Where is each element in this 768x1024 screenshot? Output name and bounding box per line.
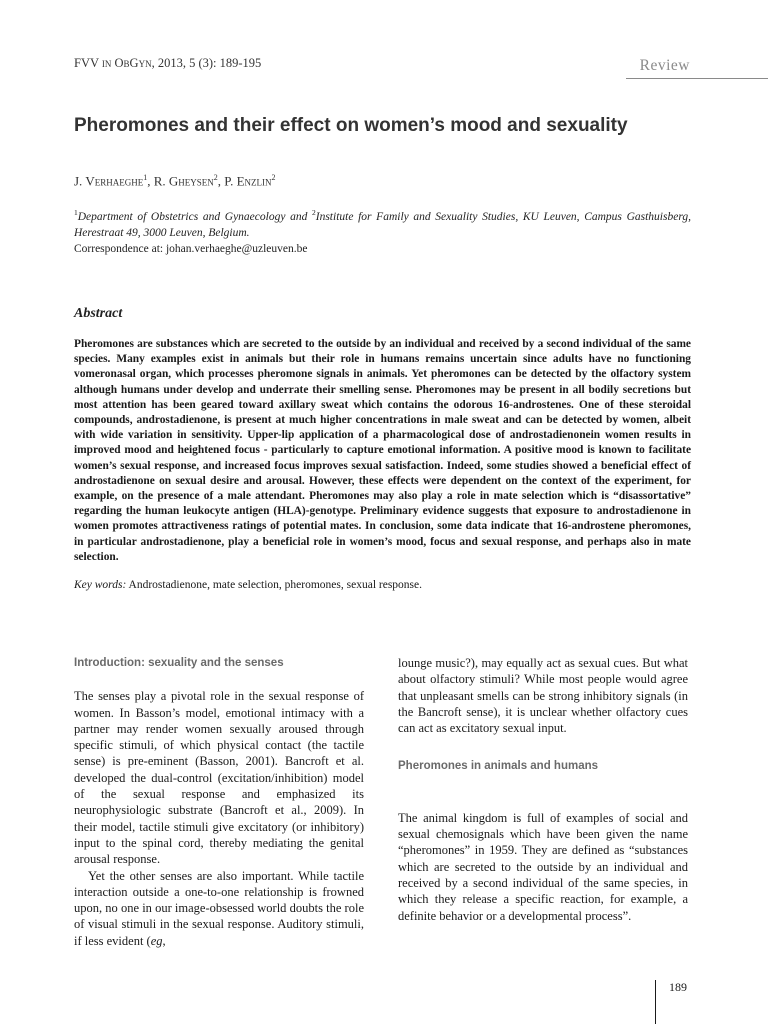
- body-column-left: [74, 655, 364, 949]
- body-paragraph: The senses play a pivotal role in the sexual response of women. In Basson’s model, emotional intimacy with a partner may render women sexually aroused through specific stimuli, of which physical contact (the tactile sense) is pre-eminent (Basson, 2001). Bancroft et al. developed the dual-control (excitation/inhibition) model of the sexual response and emphasized its neurophysiologic substrate (Bancroft et al., 2009). In their model, tactile stimuli give excitatory (or inhibitory) input to the spinal cord, thereby mediating the genital arousal response.: [74, 689, 364, 867]
- body-column-right: [398, 655, 688, 924]
- author-sep: ,: [217, 173, 225, 189]
- body-text: Yet the other senses are also important. While tactile interaction outside a one-to-one relationship is frowned upon, no one in our image-obsessed world doubts the role of visual stimuli in the sexual response. Auditory stimuli, if less evident (: [74, 868, 364, 948]
- correspondence: Correspondence at: johan.verhaeghe@uzleuven.be: [74, 243, 308, 255]
- body-paragraph: The animal kingdom is full of examples of social and sexual chemosignals which have been given the name “pheromones” in 1959. They are defined as “substances which are secreted to the outside by an individual and received by a second individual of the same species, in which they release a specific reaction, for example, a definite behavior or a developmental process”.: [398, 810, 688, 923]
- affil-sup: 2: [312, 208, 316, 217]
- section-label: Review: [639, 57, 690, 74]
- author-sep: ,: [147, 173, 154, 189]
- affil-sup: 1: [74, 208, 78, 217]
- page-number: 189: [669, 980, 687, 994]
- author-affil-sup: 1: [143, 173, 148, 182]
- journal-citation: [74, 56, 261, 71]
- body-paragraph: lounge music?), may equally act as sexual cues. But what about olfactory stimuli? While most people would agree that unpleasant smells can be strong inhibitory signals (in the Bancroft sense), it is unclear whether olfactory cues can act as excitatory sexual input.: [398, 656, 688, 736]
- section-label-rule: [626, 78, 768, 79]
- author-name: R. Gheysen: [153, 173, 214, 189]
- body-paragraph: [74, 868, 364, 949]
- author-name: P. Enzlin: [224, 173, 272, 189]
- section-heading: Pheromones in animals and humans: [398, 760, 599, 773]
- article-title: Pheromones and their effect on women’s mood and sexuality: [74, 115, 628, 136]
- keywords-label: Key words:: [74, 579, 127, 591]
- body-text-italic: eg: [150, 933, 163, 948]
- author-list: [74, 173, 276, 189]
- abstract-text: Pheromones are substances which are secreted to the outside by an individual and received by a second individual of the same species. Many examples exist in animals but their role in humans remains uncertain since adults have no functioning vomeronasal organ, which processes pheromone signals in animals. Yet pheromones can be detected by the olfactory system although humans under develop and underrate their smelling sense. Pheromones may be present in all bodily secretions but most attention has been geared toward axillary sweat which contains the odorous 16-androstenes. One of these steroidal compounds, androstadienone, is present at much higher concentrations in male sweat and can be detected by women, albeit with wide variation in sensitivity. Upper-lip application of a pharmacological dose of androstadienonein women results in improved mood and heightened focus - particularly to capture emotional information. A positive mood is known to facilitate women’s sexual response, and increased focus improves sexual satisfaction. Indeed, some studies showed a beneficial effect of androstadienone on sexual desire and arousal. However, these effects were dependent on the context of the experiment, for example, on the presence of a male attendant. Pheromones may also play a role in mate selection which is “disassortative” regarding the human leukocyte antigen (HLA)-genotype. Preliminary evidence suggests that exposure to androstadienone in women promotes attractiveness ratings of potential mates. In conclusion, some data indicate that 16-androstene pheromones, in particular androstadienone, play a beneficial role in women’s mood, focus and sexual response, and perhaps also in mate selection.: [74, 338, 691, 563]
- author-name: J. Verhaeghe: [74, 173, 144, 189]
- keywords: [74, 579, 691, 591]
- journal-volume-pages: , 2013, 5 (3): 189-195: [151, 56, 262, 70]
- affiliation: [74, 205, 691, 241]
- author-affil-sup: 2: [213, 173, 218, 182]
- page-number-rule: [655, 980, 656, 1024]
- affil-text-1: Department of Obstetrics and Gynaecology and: [77, 210, 312, 223]
- abstract-heading: Abstract: [74, 306, 123, 321]
- journal-name: FVV in ObGyn: [74, 56, 152, 70]
- body-text: ,: [162, 933, 166, 948]
- author-affil-sup: 2: [271, 173, 276, 182]
- affil-text-2: Institute for Family and Sexuality Studies, KU Leuven, Campus Gasthuisberg, Herestraat 49, 3000 Leuven, Belgium.: [74, 210, 691, 239]
- section-heading: Introduction: sexuality and the senses: [74, 657, 284, 669]
- keywords-text: Androstadienone, mate selection, pheromones, sexual response.: [126, 579, 423, 591]
